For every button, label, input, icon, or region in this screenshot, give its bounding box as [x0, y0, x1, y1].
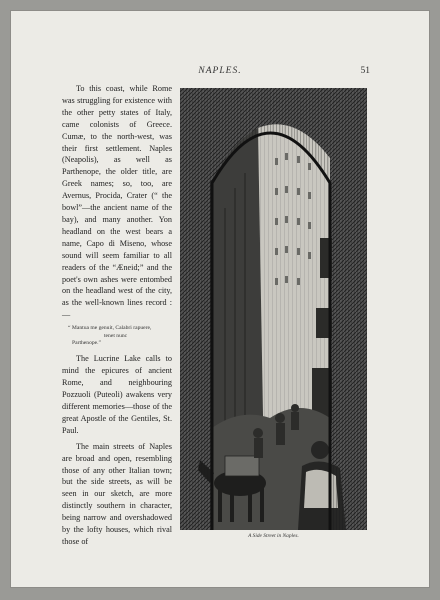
latin-quote	[68, 325, 172, 347]
page-header	[10, 66, 430, 80]
quote-line-2: tenet nunc	[104, 332, 128, 339]
illustration-caption: A Side Street in Naples.	[248, 533, 299, 539]
book-page	[10, 10, 430, 588]
street-engraving-illustration	[180, 88, 367, 530]
quote-line-1: “ Mantua me genuit, Calabri rapuere,	[68, 325, 152, 332]
quote-line-3: Parthenope.”	[72, 339, 102, 346]
body-text-column	[62, 83, 172, 552]
paragraph-2: The Lucrine Lake calls to mind the epicures of ancient Rome, and neighbouring Pozzuoli (Puteoli) awakens very different memories—those of the great Apostle of the Gentiles, St. Paul.	[62, 354, 172, 435]
paragraph-1: To this coast, while Rome was struggling for existence with the other petty states of Italy, came colonists of Greece. Cumæ, to the north-west, was their first settlement. Naples (Neapolis), as well as Parthenope, the older title, are Greek names; so, too, are Avernus, Procida, Crater (“ the bowl”—the ancient name of the bay), and many another. Yon headland on the west bears a name, Capo di Miseno, whose sound will seem familiar to all readers of the “Æneid;” and the poet's own ashes were entombed on the headland west of the city, as the well-known lines record :—	[62, 84, 172, 320]
running-title: NAPLES.	[198, 66, 242, 76]
paragraph-3: The main streets of Naples are broad and open, resembling those of any other Italian town; but the side streets, as will be seen in our sketch, are more distinctly southern in character, being narrow and overshadowed by the lofty houses, which rival those of	[62, 441, 172, 546]
page-number: 51	[360, 66, 370, 76]
